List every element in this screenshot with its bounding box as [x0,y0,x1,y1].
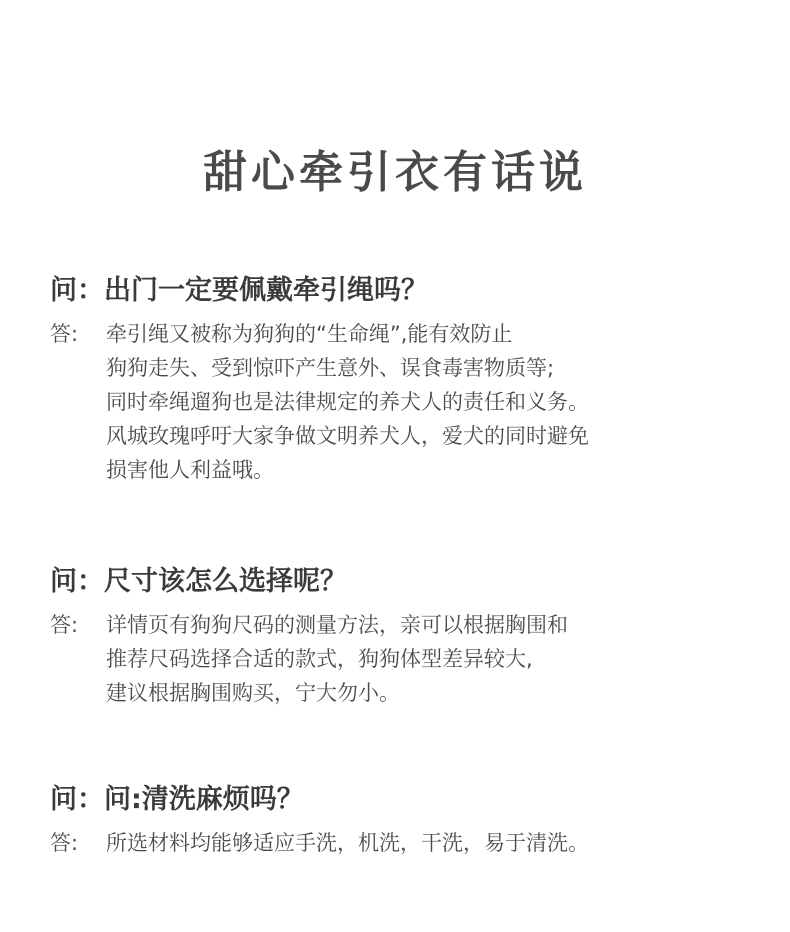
answer-prefix: 答: [50,613,79,637]
faq-item [50,780,750,860]
question-text: 尺寸该怎么选择呢？ [104,566,347,597]
faq-answer [50,317,750,487]
question-text: 出门一定要佩戴牵引绳吗？ [104,275,428,306]
answer-line: 所选材料均能够适应手洗，机洗，干洗，易于清洗。 [106,831,589,855]
answer-line: 风城玫瑰呼吁大家争做文明养犬人，爱犬的同时避免 [106,424,589,448]
faq-question [50,271,750,311]
answer-body [106,608,750,710]
answer-body [106,826,750,860]
answer-prefix: 答: [50,831,79,855]
faq-question [50,562,750,602]
answer-line: 推荐尺码选择合适的款式，狗狗体型差异较大, [106,647,533,671]
answer-line: 建议根据胸围购买，宁大勿小。 [106,681,400,705]
question-prefix: 问： [50,566,104,597]
answer-line: 详情页有狗狗尺码的测量方法，亲可以根据胸围和 [106,613,568,637]
question-prefix: 问： [50,275,104,306]
faq-answer [50,826,750,860]
answer-line: 狗狗走失、受到惊吓产生意外、误食毒害物质等; [106,356,555,380]
answer-line: 损害他人利益哦。 [106,458,274,482]
faq-item [50,562,750,710]
answer-prefix: 答: [50,322,79,346]
faq-answer [50,608,750,710]
faq-item [50,271,750,487]
answer-line: 同时牵绳遛狗也是法律规定的养犬人的责任和义务。 [106,390,589,414]
question-text: 问:清洗麻烦吗？ [104,784,304,815]
question-prefix: 问： [50,784,104,815]
answer-line: 牵引绳又被称为狗狗的“生命绳”,能有效防止 [106,322,513,346]
page-title: 甜心牵引衣有话说 [203,147,587,198]
answer-body [106,317,750,487]
faq-question [50,780,750,820]
